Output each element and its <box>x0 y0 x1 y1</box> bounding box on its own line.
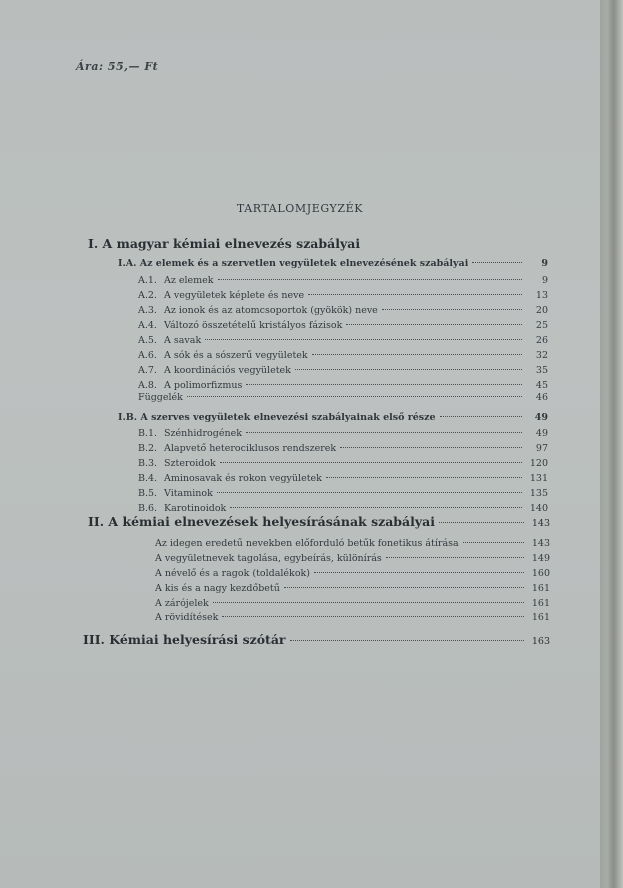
toc-item-label: A sók és a sószerű vegyületek <box>164 350 308 361</box>
toc-item-appendix <box>138 392 548 403</box>
toc-item-label: Változó összetételű kristályos fázisok <box>164 320 343 331</box>
toc-item-number: A.6. <box>138 350 157 361</box>
toc-item-a5 <box>138 335 548 346</box>
toc-item-ii2 <box>155 553 550 564</box>
toc-leader <box>222 616 524 617</box>
toc-leader <box>472 262 522 263</box>
toc-item-a6 <box>138 350 548 361</box>
toc-subsection-label: I.A. Az elemek és a szervetlen vegyületek elnevezésének szabályai <box>118 258 469 269</box>
toc-item-b1 <box>138 428 548 439</box>
toc-page-number: 161 <box>531 583 550 594</box>
toc-page-number: 160 <box>531 568 550 579</box>
toc-item-label: Vitaminok <box>164 488 213 499</box>
toc-item-a8 <box>138 380 548 391</box>
toc-page-number: 13 <box>535 290 548 301</box>
toc-page-number: 20 <box>535 305 548 316</box>
toc-item-b5 <box>138 488 548 499</box>
page-edge <box>600 0 623 888</box>
toc-item-number: A.7. <box>138 365 157 376</box>
toc-item-number: A.1. <box>138 275 157 286</box>
toc-page-number: 143 <box>531 538 550 549</box>
toc-leader <box>205 339 522 340</box>
toc-page-number: 26 <box>535 335 548 346</box>
toc-item-a7 <box>138 365 548 376</box>
toc-section-label: I. A magyar kémiai elnevezés szabályai <box>88 236 361 251</box>
toc-leader <box>218 279 522 280</box>
toc-item-ii3 <box>155 568 550 579</box>
toc-page-number: 45 <box>535 380 548 391</box>
toc-item-ii5 <box>155 598 550 609</box>
toc-item-label: Az ionok és az atomcsoportok (gyökök) neve <box>164 305 378 316</box>
toc-item-label: A rövidítések <box>155 612 219 623</box>
toc-page-number: 131 <box>529 473 548 484</box>
toc-leader <box>312 354 522 355</box>
toc-item-number: A.2. <box>138 290 157 301</box>
toc-leader <box>308 294 522 295</box>
toc-item-label: Szteroidok <box>164 458 216 469</box>
toc-leader <box>340 447 522 448</box>
toc-item-b6 <box>138 503 548 514</box>
toc-item-label: A koordinációs vegyületek <box>164 365 291 376</box>
toc-leader <box>187 396 522 397</box>
toc-section-label: II. A kémiai elnevezések helyesírásának szabályai <box>88 514 435 529</box>
toc-page-number: 149 <box>531 553 550 564</box>
toc-item-label: Karotinoidok <box>164 503 227 514</box>
toc-section-label: III. Kémiai helyesírási szótár <box>83 632 286 647</box>
toc-leader <box>220 462 522 463</box>
toc-item-label: A névelő és a ragok (toldalékok) <box>155 568 310 579</box>
toc-item-number: A.8. <box>138 380 157 391</box>
toc-title: TARTALOMJEGYZÉK <box>236 202 364 215</box>
price-label: Ára: 55,— Ft <box>76 60 159 73</box>
toc-item-a3 <box>138 305 548 316</box>
toc-item-a2 <box>138 290 548 301</box>
toc-page-number: 35 <box>535 365 548 376</box>
toc-page-number: 49 <box>534 412 548 423</box>
toc-item-label: A zárójelek <box>155 598 209 609</box>
toc-item-number: B.6. <box>138 503 158 514</box>
toc-page-number: 9 <box>541 258 548 269</box>
toc-leader <box>246 384 522 385</box>
toc-page-number: 163 <box>531 636 550 647</box>
toc-item-number: B.4. <box>138 473 158 484</box>
toc-page-number: 161 <box>531 612 550 623</box>
toc-item-ii4 <box>155 583 550 594</box>
toc-item-b3 <box>138 458 548 469</box>
toc-item-number: B.5. <box>138 488 158 499</box>
toc-section-1 <box>88 236 360 251</box>
toc-page-number: 32 <box>535 350 548 361</box>
toc-item-number: B.2. <box>138 443 158 454</box>
toc-leader <box>440 416 522 417</box>
toc-item-b4 <box>138 473 548 484</box>
toc-page-number: 143 <box>531 518 550 529</box>
toc-item-label: Az elemek <box>164 275 214 286</box>
toc-page-number: 9 <box>541 275 548 286</box>
toc-item-label: A savak <box>164 335 202 346</box>
toc-leader <box>463 542 524 543</box>
toc-subsection-1b <box>118 412 548 423</box>
toc-page-number: 161 <box>531 598 550 609</box>
toc-item-ii1 <box>155 538 550 549</box>
toc-leader <box>284 587 524 588</box>
toc-item-label: Az idegen eredetű nevekben előforduló betűk fonetikus átírása <box>155 538 459 549</box>
toc-leader <box>326 477 522 478</box>
toc-item-label: Szénhidrogének <box>164 428 242 439</box>
toc-leader <box>439 522 524 523</box>
toc-page-number: 120 <box>529 458 548 469</box>
toc-leader <box>213 602 524 603</box>
toc-subsection-label: I.B. A szerves vegyületek elnevezési szabályainak első része <box>118 412 436 423</box>
toc-page-number: 25 <box>535 320 548 331</box>
toc-item-label: A vegyületek képlete és neve <box>164 290 305 301</box>
toc-page-number: 97 <box>535 443 548 454</box>
toc-page-number: 49 <box>535 428 548 439</box>
toc-item-label: Alapvető heterociklusos rendszerek <box>164 443 337 454</box>
toc-page-number: 140 <box>529 503 548 514</box>
toc-subsection-1a <box>118 258 548 269</box>
toc-item-a1 <box>138 275 548 286</box>
toc-leader <box>217 492 522 493</box>
toc-item-label: Függelék <box>138 392 183 403</box>
toc-section-3 <box>83 632 550 647</box>
toc-item-number: A.4. <box>138 320 157 331</box>
toc-page-number: 46 <box>535 392 548 403</box>
toc-item-b2 <box>138 443 548 454</box>
toc-item-ii6 <box>155 612 550 623</box>
toc-leader <box>295 369 522 370</box>
toc-leader <box>246 432 522 433</box>
toc-page-number: 135 <box>529 488 548 499</box>
toc-item-number: A.5. <box>138 335 157 346</box>
toc-leader <box>290 640 524 641</box>
toc-leader <box>386 557 524 558</box>
toc-leader <box>230 507 522 508</box>
toc-item-label: Aminosavak és rokon vegyületek <box>164 473 322 484</box>
toc-item-label: A vegyületnevek tagolása, egybeírás, különírás <box>155 553 382 564</box>
toc-leader <box>314 572 524 573</box>
toc-item-label: A polimorfizmus <box>164 380 243 391</box>
toc-leader <box>346 324 522 325</box>
toc-item-number: B.1. <box>138 428 158 439</box>
toc-section-2 <box>88 514 550 529</box>
toc-item-a4 <box>138 320 548 331</box>
toc-item-label: A kis és a nagy kezdőbetű <box>155 583 280 594</box>
toc-item-number: B.3. <box>138 458 158 469</box>
toc-item-number: A.3. <box>138 305 157 316</box>
toc-leader <box>382 309 522 310</box>
